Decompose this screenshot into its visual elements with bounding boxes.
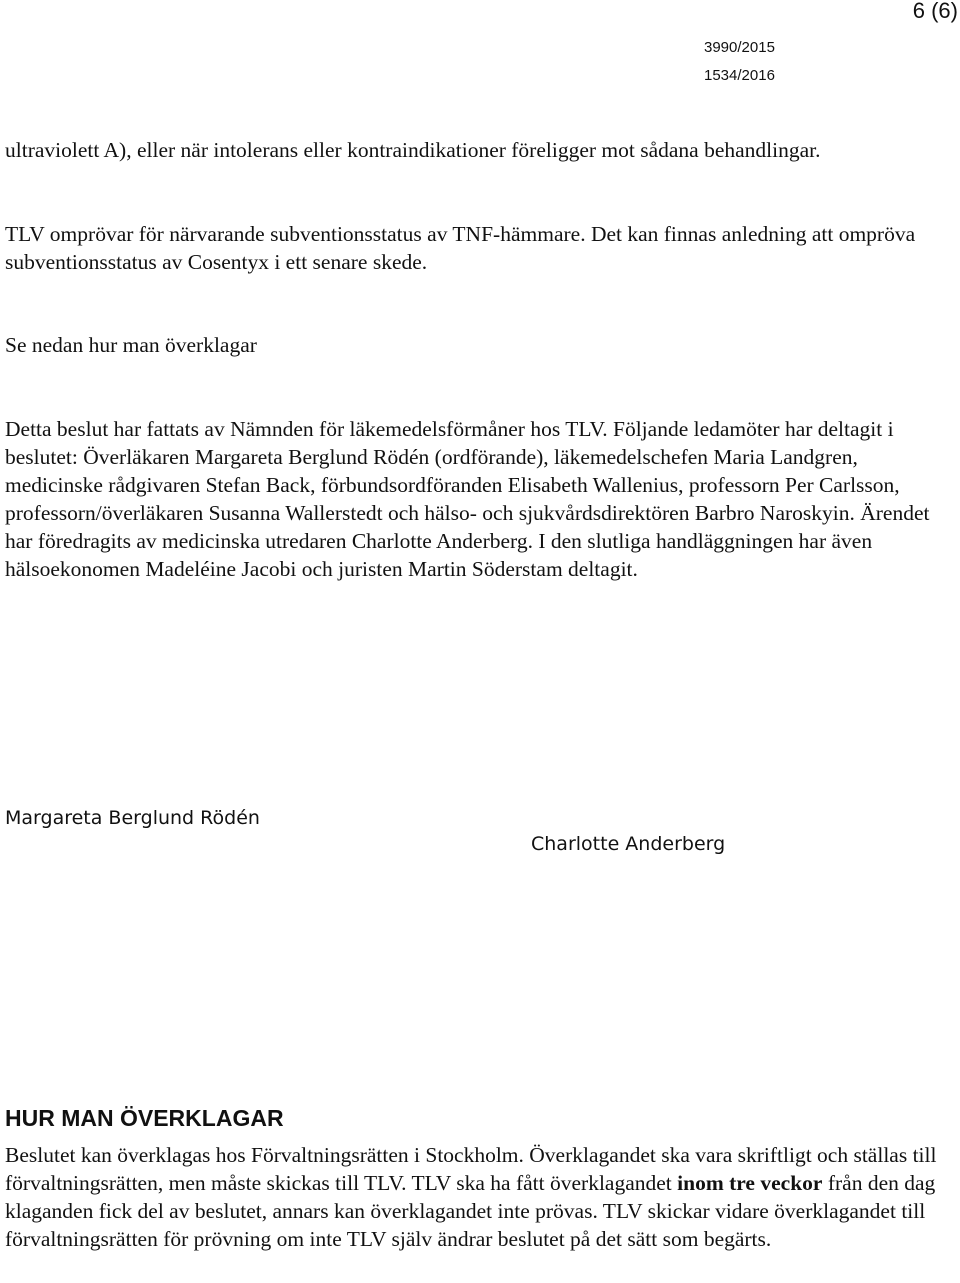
appeal-deadline: inom tre veckor: [677, 1171, 823, 1195]
appeal-text-end: från den dag klaganden fick del av beslutet, annars kan överklagandet inte prövas. TLV skickar vidare överklagandet till förvaltningsrätten för prövning om inte TLV själv ändrar beslutet på det sätt som begärts.: [5, 1171, 936, 1251]
paragraph-treatment-conditions: ultraviolett A), eller när intolerans eller kontraindikationer föreligger mot sådana behandlingar.: [5, 138, 821, 162]
reference-number-2: 1534/2016: [704, 67, 775, 84]
reference-number-1: 3990/2015: [704, 39, 775, 56]
reference-numbers: [704, 34, 775, 90]
paragraph-appeal-instructions: [5, 1141, 960, 1253]
paragraph-appeal-reference: Se nedan hur man överklagar: [5, 333, 257, 357]
page-number: 6 (6): [912, 0, 958, 23]
paragraph-subsidy-review: TLV omprövar för närvarande subventionsstatus av TNF-hämmare. Det kan finnas anledning att ompröva subventionsstatus av Cosentyx i ett senare skede.: [5, 222, 916, 274]
paragraph-decision-board: Detta beslut har fattats av Nämnden för läkemedelsförmåner hos TLV. Följande ledamöter har deltagit i beslutet: Överläkaren Margareta Berglund Rödén (ordförande), läkemedelschefen Maria Landgren, medicinske rådgivaren Stefan Back, förbundsordföranden Elisabeth Wallenius, professorn Per Carlsson, professorn/överläkaren Susanna Wallerstedt och hälso- och sjukvårdsdirektören Barbro Naroskyin. Ärendet har föredragits av medicinska utredaren Charlotte Anderberg. I den slutliga handläggningen har även hälsoekonomen Madeléine Jacobi och juristen Martin Söderstam deltagit.: [5, 417, 930, 581]
signature-investigator: Charlotte Anderberg: [531, 833, 726, 855]
appeal-text-start: Beslutet kan överklagas hos Förvaltningsrätten i Stockholm. Överklagandet ska vara skriftligt och ställas till förvaltningsrätten, men måste skickas till TLV. TLV ska ha fått överklagandet: [5, 1143, 937, 1195]
appeal-heading: HUR MAN ÖVERKLAGAR: [5, 1105, 284, 1131]
signature-chair: Margareta Berglund Rödén: [5, 807, 260, 829]
